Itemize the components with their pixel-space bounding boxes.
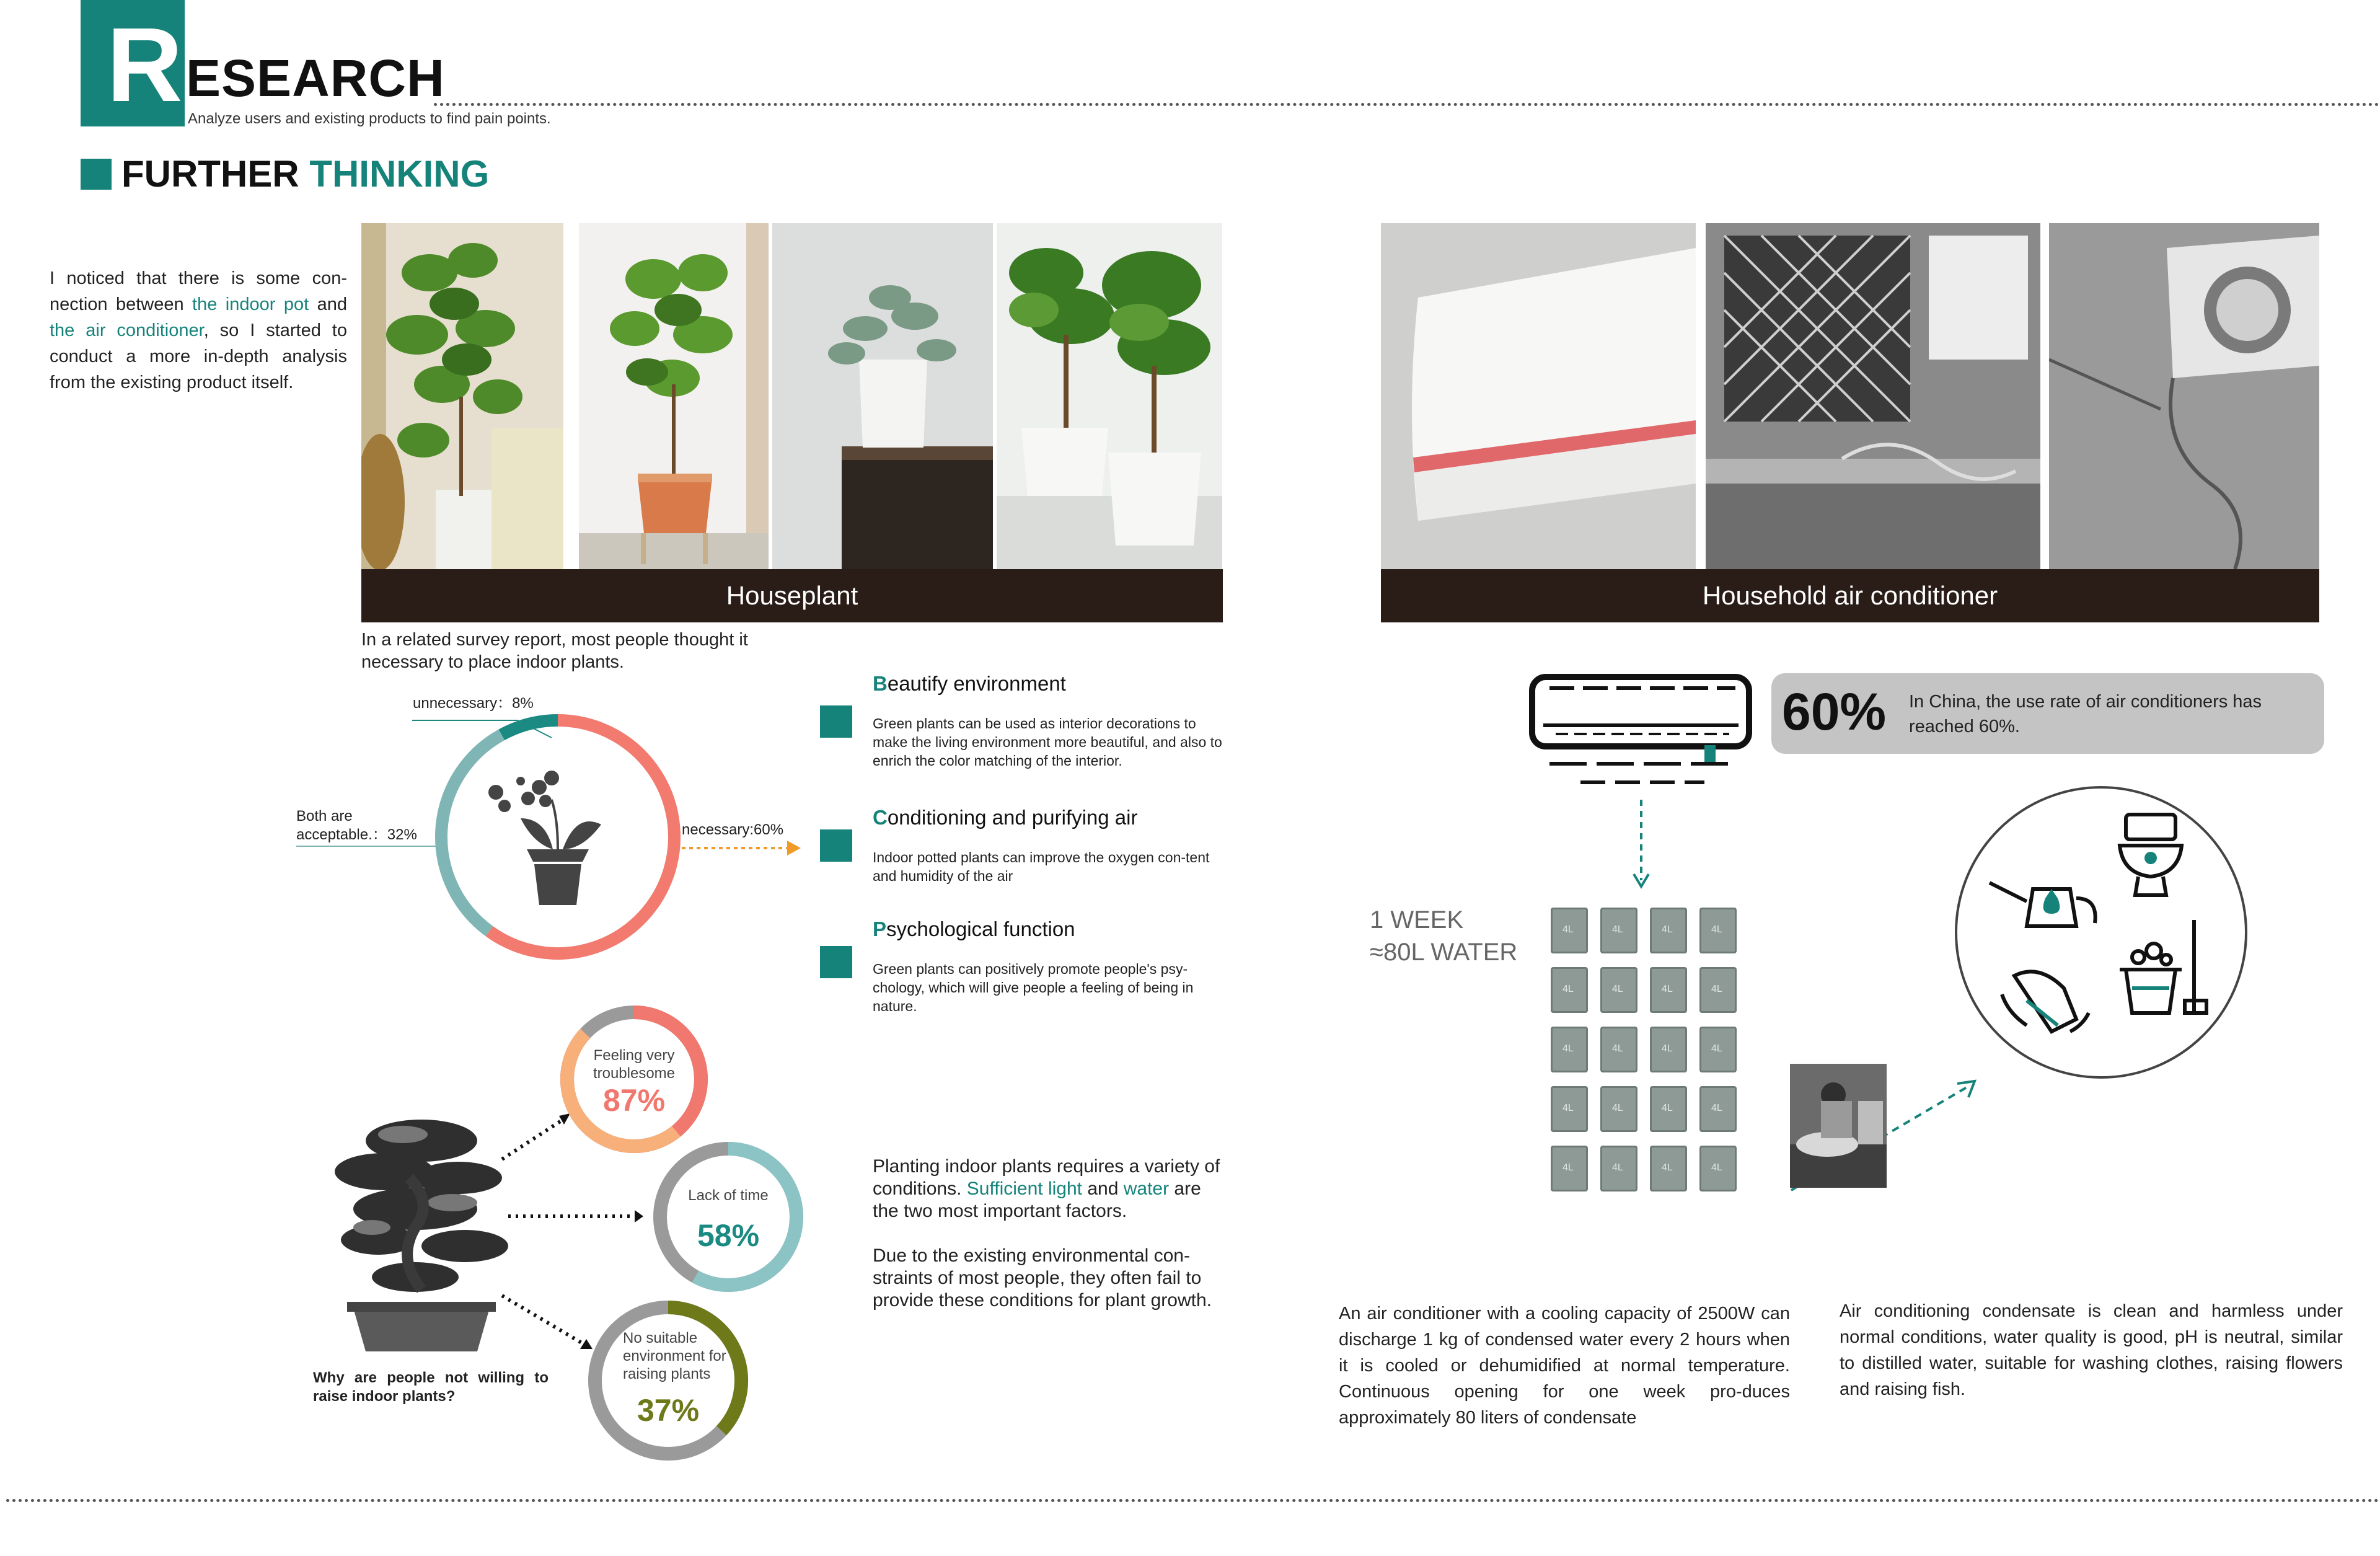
kettle-capacity-label: 4L <box>1612 1103 1623 1113</box>
kettle-capacity-label: 4L <box>1662 984 1673 994</box>
benefit-desc-psych: Green plants can positively promote people's psy-chology, which will give people a feeling of being in nature. <box>873 961 1194 1014</box>
kettle-capacity-label: 4L <box>1562 984 1574 994</box>
kettle-icon <box>1650 1146 1687 1191</box>
ac-photo-indoor-unit <box>1381 223 1696 569</box>
intro-text: and <box>309 294 347 314</box>
pie-segment-unnecessary <box>501 720 558 735</box>
week-line2: ≈80L WATER <box>1370 939 1518 966</box>
section-marker <box>81 159 112 190</box>
dotted-divider-bottom <box>6 1499 2380 1502</box>
kettle-capacity-label: 4L <box>1711 1103 1722 1113</box>
kettle-icon <box>1699 1146 1737 1191</box>
benefit-title-air: Conditioning and purifying air <box>873 806 1138 829</box>
potted-flower-icon <box>488 771 601 905</box>
plant-conditions-text <box>873 1156 1226 1312</box>
down-arrow <box>1629 800 1654 893</box>
reason-pct-no-environment: 37% <box>637 1393 700 1428</box>
benefit-title-psych: Psychological function <box>873 917 1075 940</box>
logo-initial: R <box>107 6 183 124</box>
plant-conditions-p2: Due to the existing environmental con-straints of most people, they often fail to provide these conditions for plant growth. <box>873 1245 1212 1311</box>
section-title <box>121 154 489 195</box>
kettle-icon <box>1650 1027 1687 1072</box>
kettle-icon <box>1600 1086 1637 1132</box>
kettle-icon <box>1600 908 1637 953</box>
kettle-icon <box>1600 967 1637 1013</box>
air-conditioner-icon <box>1525 670 1760 793</box>
kettle-capacity-label: 4L <box>1612 984 1623 994</box>
page-subtitle: Analyze users and existing products to find pain points. <box>188 110 551 127</box>
section-title-part1: FURTHER <box>121 153 299 195</box>
kettle-icon <box>1551 1146 1588 1191</box>
houseplant-label-bar: Houseplant <box>361 569 1223 622</box>
intro-paragraph <box>50 265 347 396</box>
kettle-icon <box>1699 1027 1737 1072</box>
reason-ring-lack-of-time <box>651 1139 806 1294</box>
kettle-capacity-label: 4L <box>1662 924 1673 935</box>
ac-photo-outdoor-unit <box>1706 223 2040 569</box>
washing-hands-icon <box>2002 971 2089 1032</box>
kettle-icon <box>1699 967 1737 1013</box>
kettle-capacity-label: 4L <box>1711 1043 1722 1054</box>
benefit-marker <box>820 946 852 978</box>
kettle-grid <box>1551 908 1743 1193</box>
week-line1: 1 WEEK <box>1370 906 1464 934</box>
kettle-capacity-label: 4L <box>1612 1043 1623 1054</box>
kettle-icon <box>1551 1027 1588 1072</box>
benefit-desc-air: Indoor potted plants can improve the oxygen con-tent and humidity of the air <box>873 849 1210 884</box>
houseplant-photo-1 <box>361 223 563 569</box>
kettle-capacity-label: 4L <box>1711 924 1722 935</box>
kettle-capacity-label: 4L <box>1562 1103 1574 1113</box>
kettle-icon <box>1600 1146 1637 1191</box>
reason-label-no-environment: No suitable environment for raising plants <box>623 1330 726 1382</box>
kettle-capacity-label: 4L <box>1562 924 1574 935</box>
benefit-desc-beautify: Green plants can be used as interior decorations to make the living environment more beautiful, and also to enrich the color matching of the interior. <box>873 715 1222 769</box>
condensate-quality-text: Air conditioning condensate is clean and harmless under normal conditions, water quality is good, pH is neutral, similar to distilled water, suitable for washing clothes, raising flowers and raising fish. <box>1840 1301 2343 1399</box>
houseplant-photo-4 <box>997 223 1222 569</box>
kettle-icon <box>1551 967 1588 1013</box>
label-necessary: necessary:60% <box>682 821 784 838</box>
kettle-icon <box>1551 908 1588 953</box>
page-title: ESEARCH <box>186 49 445 107</box>
kettle-capacity-label: 4L <box>1562 1162 1574 1173</box>
houseplant-photo-2 <box>579 223 769 569</box>
reasons-question: Why are people not willing to raise indoor plants? <box>313 1369 549 1405</box>
kettle-capacity-label: 4L <box>1662 1103 1673 1113</box>
watering-can-icon <box>1990 883 2096 926</box>
ring-progress <box>695 1149 796 1285</box>
kettle-icon <box>1650 967 1687 1013</box>
kettle-capacity-label: 4L <box>1711 984 1722 994</box>
benefit-title-beautify: Beautify environment <box>873 672 1066 695</box>
arrow-head <box>787 841 801 855</box>
kettle-icon <box>1699 1086 1737 1132</box>
ac-condensate-text: An air conditioner with a cooling capacity of 2500W can discharge 1 kg of condensed water every 2 hours when it is cooled or dehumidified at normal temperature. Continuous opening for one week pro-duces approximately 80 liters of condensate <box>1339 1304 1790 1428</box>
ac-usage-pct: 60% <box>1782 683 1887 741</box>
toilet-icon <box>2120 815 2182 895</box>
cleaning-bucket-icon <box>2120 920 2206 1013</box>
reason-pct-lack-of-time: 58% <box>697 1218 760 1253</box>
label-both-line1: Both are <box>296 808 353 824</box>
kettle-icon <box>1650 908 1687 953</box>
water-uses-circle <box>1952 784 2250 1081</box>
kettle-capacity-label: 4L <box>1711 1162 1722 1173</box>
dotted-divider-top <box>434 103 2380 106</box>
week-water-stat <box>1370 904 1517 968</box>
label-both-line2: acceptable.：32% <box>296 826 417 843</box>
intro-text: I noticed that there is some con-nection between <box>50 268 347 314</box>
intro-highlight-ac: the air conditioner <box>50 320 204 340</box>
houseplant-photo-3 <box>772 223 993 569</box>
survey-intro: In a related survey report, most people thought it necessary to place indoor plants. <box>361 630 748 672</box>
kettle-icon <box>1600 1027 1637 1072</box>
kettle-capacity-label: 4L <box>1562 1043 1574 1054</box>
kettle-icon <box>1650 1086 1687 1132</box>
reason-label-troublesome: Feeling very troublesome <box>593 1047 676 1082</box>
intro-highlight-pot: the indoor pot <box>192 294 309 314</box>
washing-photo <box>1790 1064 1887 1188</box>
kettle-capacity-label: 4L <box>1612 924 1623 935</box>
kettle-capacity-label: 4L <box>1662 1043 1673 1054</box>
reason-pct-troublesome: 87% <box>602 1083 666 1118</box>
plant-conditions-p1: Planting indoor plants requires a variety of conditions. Sufficient light and water are the two most important factors. <box>873 1156 1220 1221</box>
section-title-part2: THINKING <box>309 153 490 195</box>
ac-label-bar: Household air conditioner <box>1381 569 2319 622</box>
kettle-icon <box>1551 1086 1588 1132</box>
kettle-capacity-label: 4L <box>1612 1162 1623 1173</box>
pie-segment-both <box>441 735 501 931</box>
ac-photo-wall-unit <box>2049 223 2319 569</box>
ac-usage-desc: In China, the use rate of air conditioners has reached 60%. <box>1909 692 2262 736</box>
kettle-capacity-label: 4L <box>1662 1162 1673 1173</box>
intro-text: , so I started to conduct a more in-depth analysis from the existing product itself. <box>50 320 347 392</box>
label-unnecessary: unnecessary：8% <box>413 695 534 712</box>
benefit-marker <box>820 829 852 862</box>
benefit-marker <box>820 705 852 738</box>
label-both-acceptable <box>296 807 417 844</box>
kettle-icon <box>1699 908 1737 953</box>
reason-label-lack-of-time: Lack of time <box>688 1187 769 1204</box>
